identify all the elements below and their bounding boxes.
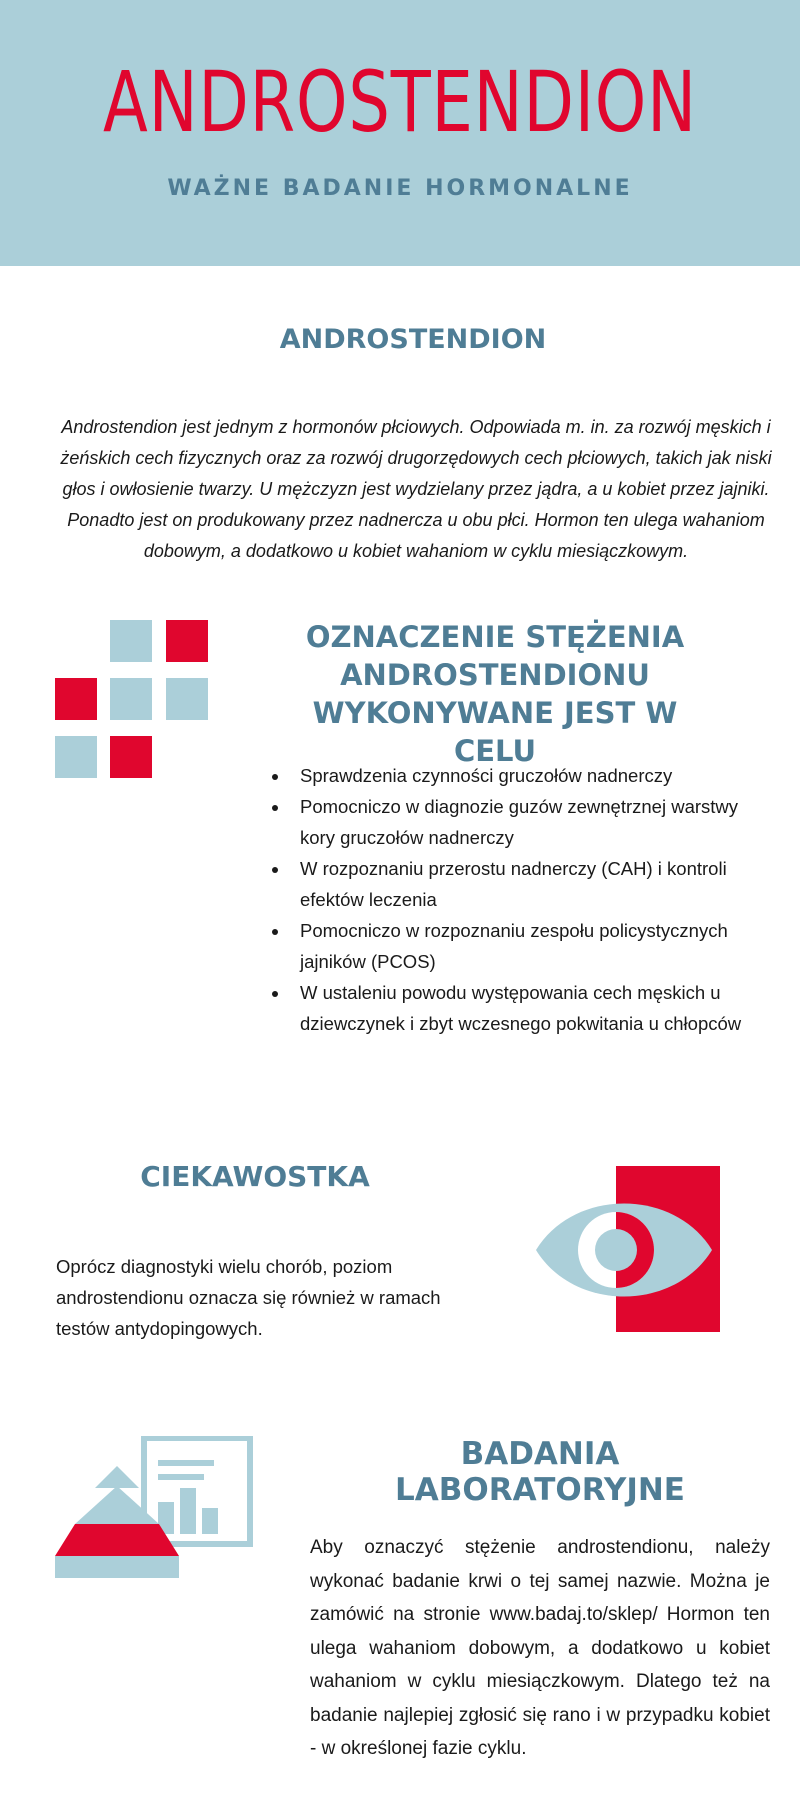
list-item: • W rozpoznaniu przerostu nadnerczy (CAH) i kontroli efektów leczenia [290, 853, 770, 915]
list-item: • Sprawdzenia czynności gruczołów nadnerczy [290, 760, 770, 791]
header-banner [0, 0, 800, 266]
list-item: • Pomocniczo w diagnozie guzów zewnętrznej warstwy kory gruczołów nadnerczy [290, 791, 770, 853]
page-subtitle: WAŻNE BADANIE HORMONALNE [167, 176, 633, 201]
fact-paragraph: Oprócz diagnostyki wielu chorób, poziom androstendionu oznacza się również w ramach testów antydopingowych. [56, 1255, 441, 1339]
lab-paragraph: Aby oznaczyć stężenie androstendionu, należy wykonać badanie krwi o tej samej nazwie. Można je zamówić na stronie www.badaj.to/sklep/ Hormon ten ulega wahaniom dobowym, a dodatkowo u kobiet wahaniom w cyklu miesiączkowym. Dlatego też na badanie najlepiej zgłosić się rano i w przypadku kobiet - w określonej fazie cyklu. [310, 1537, 770, 1759]
purpose-list [268, 760, 770, 1039]
squares-grid-icon [55, 618, 215, 780]
eye-icon [534, 1164, 724, 1334]
list-item: • Pomocniczo w rozpoznaniu zespołu policystycznych jajników (PCOS) [290, 915, 770, 977]
chart-pyramid-icon [55, 1436, 255, 1596]
lab-heading: BADANIA LABORATORYJNE [395, 1436, 685, 1508]
intro-paragraph: Androstendion jest jednym z hormonów płciowych. Odpowiada m. in. za rozwój męskich i żeńskich cech fizycznych oraz za rozwój drugorzędowych cech płciowych, takich jak niski głos i owłosienie twarzy. U mężczyzn jest wydzielany przez jądra, a u kobiet przez jajniki. Ponadto jest on produkowany przez nadnercza u obu płci. Hormon ten ulega wahaniom dobowym, a dodatkowo u kobiet wahaniom w cyklu miesiączkowym. [60, 417, 772, 561]
fact-heading: CIEKAWOSTKA [140, 1160, 370, 1193]
list-item: • W ustaleniu powodu występowania cech męskich u dziewczynek i zbyt wczesnego pokwitania u chłopców [290, 977, 770, 1039]
page-title: ANDROSTENDION [103, 53, 697, 151]
intro-heading: ANDROSTENDION [279, 324, 547, 355]
purpose-heading: OZNACZENIE STĘŻENIA ANDROSTENDIONU WYKONYWANE JEST W CELU [305, 620, 685, 768]
